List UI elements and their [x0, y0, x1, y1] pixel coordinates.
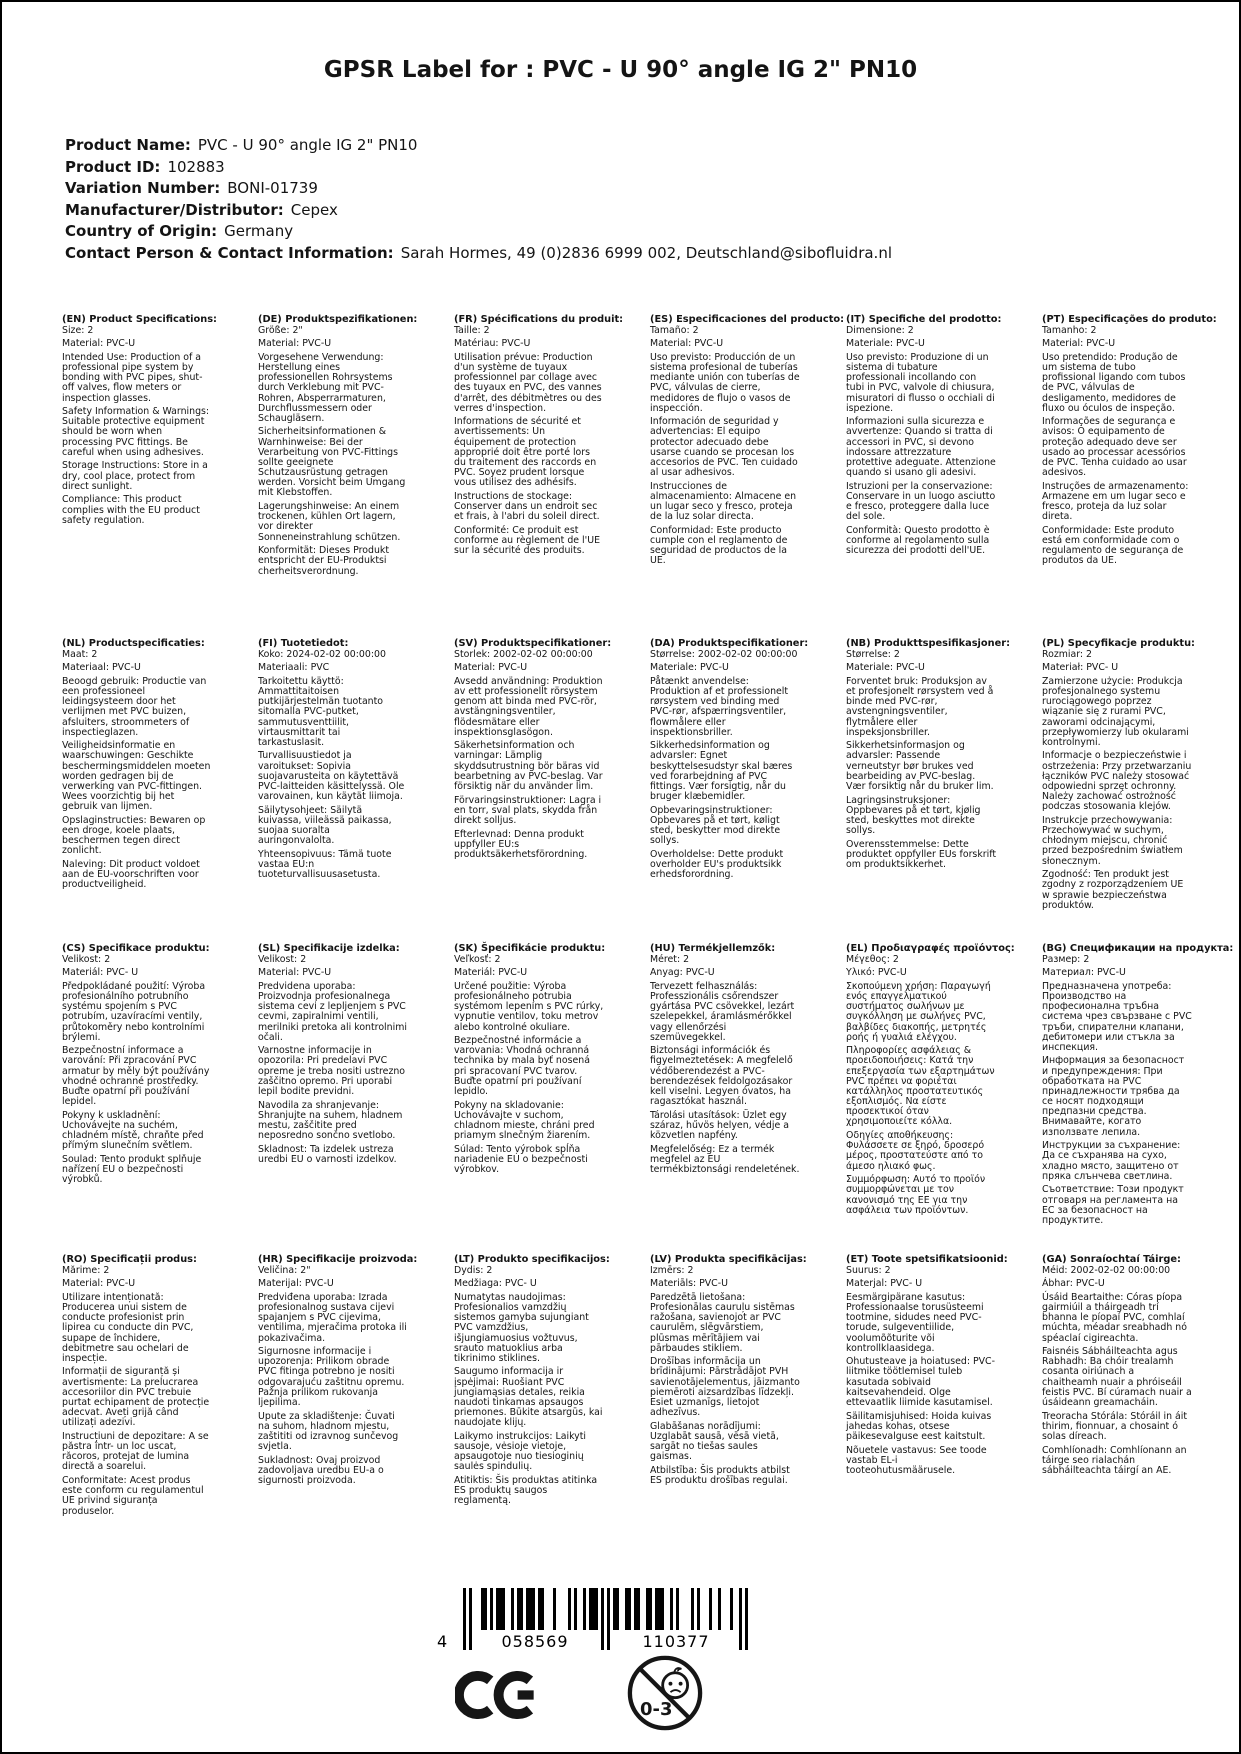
spec-paragraph: Upute za skladištenje: Čuvati na suhom, hladnom mjestu, zaštititi od izravnog sunčevog svjetla. — [258, 1410, 399, 1453]
spec-paragraph: Ohutusteave ja hoiatused: PVC-liitmike töötlemisel tuleb kasutada sobivaid kaitsevahendeid. Olge ettevaatlik liimide kasutamisel. — [846, 1356, 995, 1408]
spec-paragraph: Material: PVC-U — [62, 338, 136, 350]
spec-paragraph: Σκοπούμενη χρήση: Παραγωγή ενός επαγγελματικού συστήματος σωλήνων με συγκόλληση με σωλήνες PVC, βαλβίδες διακοπής, μετρητές ροής ή γυαλιά ελέγχου. — [846, 980, 991, 1043]
spec-paragraph: Velikost: 2 — [62, 953, 111, 965]
spec-paragraph: Anyag: PVC-U — [650, 967, 715, 979]
spec-paragraph: Zamierzone użycie: Produkcja profesjonalnego systemu rurociągowego poprzez wiązanie się z rurami PVC, zaworami odcinającymi, przepływomierzy lub okularami kontrolnymi. — [1042, 675, 1189, 748]
spec-paragraph: Beoogd gebruik: Productie van een professioneel leidingsysteem door het verlijmen met PVC buizen, afsluiters, stroommeters of inspectieglazen. — [62, 675, 207, 738]
spec-block-et — [846, 1254, 1008, 1520]
spec-paragraph: Rozmiar: 2 — [1042, 648, 1093, 660]
spec-paragraph: Conformidad: Este producto cumple con el reglamento de seguridad de productos de la UE. — [650, 524, 788, 567]
product-info-value: BONI-01739 — [227, 179, 318, 197]
spec-paragraph: Size: 2 — [62, 324, 94, 336]
spec-paragraph: Konformität: Dieses Produkt entspricht der EU-Produktsi cherheitsverordnung. — [258, 545, 390, 577]
spec-paragraph: Overensstemmelse: Dette produktet oppfyller EUs forskrift om produktsikkerhet. — [846, 838, 997, 871]
spec-block-da — [650, 638, 809, 944]
spec-paragraph: Turvallisuustiedot ja varoitukset: Sopivia suojavarusteita on käytettävä PVC-laitteiden käsittelyssä. Ole varovainen, kun käytät liimoja. — [258, 750, 405, 803]
spec-paragraph: Conformité: Ce produit est conforme au règlement de l'UE sur la sécurité des produits. — [454, 524, 601, 557]
spec-paragraph: Varnostne informacije in opozorila: Pri predelavi PVC opreme je treba nositi ustrezno zaščitno opremo. Pri uporabi lepil bodite previdni. — [258, 1045, 406, 1097]
barcode-right-digits: 110377 — [642, 1632, 710, 1651]
age-warning-0-3-icon — [626, 1654, 704, 1732]
spec-paragraph: Material: PVC-U — [62, 1278, 136, 1290]
product-info-row — [65, 135, 1199, 157]
spec-paragraph: Forventet bruk: Produksjon av et profesjonelt rørsystem ved å binde med PVC-rør, avstengningsventiler, flytmålere eller inspeksjonsbriller. — [846, 675, 994, 738]
spec-paragraph: Navodila za shranjevanje: Shranjujte na suhem, hladnem mestu, zaščitite pred neposredno sončno svetlobo. — [258, 1099, 403, 1142]
spec-paragraph: Vorgesehene Verwendung: Herstellung eines professionellen Rohrsystems durch Verklebung mit PVC-Rohren, Absperrarmaturen, Durchflussmessern oder Schaugläsern. — [258, 351, 393, 424]
spec-paragraph: Μέγεθος: 2 — [846, 953, 899, 965]
spec-block-heading: (ET) Toote spetsifikatsioonid: — [846, 1254, 1008, 1265]
spec-block-nb — [846, 638, 1010, 944]
spec-paragraph: Съответствие: Този продукт отговаря на регламента на ЕС за безопасност на продуктите. — [1042, 1184, 1184, 1226]
product-info-label: Contact Person & Contact Information: — [65, 243, 394, 262]
spec-block-lt — [454, 1254, 610, 1520]
spec-paragraph: Materiale: PVC-U — [846, 662, 925, 674]
spec-paragraph: Uso previsto: Produzione di un sistema di tubature professionali incollando con tubi in PVC, valvole di chiusura, misuratori di flusso o occhiali di ispezione. — [846, 351, 995, 414]
spec-paragraph: Πληροφορίες ασφάλειας & προειδοποιήσεις: Κατά την επεξεργασία των εξαρτημάτων PVC πρέπει να φοριέται κατάλληλος προστατευτικός εξοπλισμός. Να είστε προσεκτικοί όταν χρησιμοποιείτε κόλλα. — [846, 1045, 995, 1128]
spec-paragraph: Størrelse: 2002-02-02 00:00:00 — [650, 648, 798, 660]
product-info-value: Germany — [224, 222, 294, 240]
spec-block-heading: (NB) Produkttspesifikasjoner: — [846, 638, 1010, 649]
spec-block-es — [650, 314, 845, 639]
spec-block-lv — [650, 1254, 807, 1520]
age-warning-text: 0-3 — [640, 1698, 673, 1720]
spec-paragraph: Uso previsto: Producción de un sistema profesional de tuberías mediante unión con tuberías de PVC, válvulas de cierre, medidores de flujo o vasos de inspección. — [650, 351, 800, 414]
spec-paragraph: Materiál: PVC- U — [62, 967, 139, 979]
spec-paragraph: Opbevaringsinstruktioner: Opbevares på et tørt, køligt sted, beskytter mod direkte sollys. — [650, 804, 781, 847]
product-info-label: Variation Number: — [65, 179, 221, 197]
product-info-row — [65, 178, 1199, 200]
spec-paragraph: Materiale: PVC-U — [846, 338, 925, 350]
spec-block-pl — [1042, 638, 1195, 944]
spec-paragraph: Υλικό: PVC-U — [846, 967, 907, 979]
spec-paragraph: Sikkerhetsinformasjon og advarsler: Passende verneutstyr bør brukes ved bearbeiding av PVC-beslag. Vær forsiktig når du bruker lim. — [846, 740, 994, 792]
spec-paragraph: Eesmärgipärane kasutus: Professionaalse torusüsteemi tootmine, sidudes need PVC-torude, sulgeventiilide, voolumõõturite või kontrollklaasidega. — [846, 1291, 984, 1354]
spec-paragraph: Instruções de armazenamento: Armazene em um lugar seco e fresco, proteja da luz solar direta. — [1042, 480, 1189, 523]
spec-block-heading: (DE) Produktspezifikationen: — [258, 314, 418, 325]
spec-paragraph: Dimensione: 2 — [846, 324, 914, 336]
spec-paragraph: Säilytysohjeet: Säilytä kuivassa, viileässä paikassa, suojaa suoralta auringonvalolta. — [258, 804, 392, 847]
spec-paragraph: Säkerhetsinformation och varningar: Lämplig skyddsutrustning bör bäras vid bearbetning av PVC-beslag. Var försiktig när du använder lim. — [454, 740, 603, 792]
spec-block-heading: (EN) Product Specifications: — [62, 314, 217, 325]
product-info-value: PVC - U 90° angle IG 2" PN10 — [197, 136, 418, 154]
product-info-row — [65, 200, 1199, 222]
spec-block-heading: (EL) Προδιαγραφές προϊόντος: — [846, 943, 1015, 954]
spec-paragraph: Materijal: PVC-U — [258, 1278, 334, 1290]
spec-block-hr — [258, 1254, 418, 1520]
spec-paragraph: Soulad: Tento produkt splňuje nařízení EU o bezpečnosti výrobků. — [62, 1153, 202, 1186]
product-info-value: 102883 — [167, 157, 225, 176]
spec-paragraph: Sicherheitsinformationen & Warnhinweise: Bei der Verarbeitung von PVC-Fittings sollte geeignete Schutzausrüstung getragen werden. Vorsicht beim Umgang mit Klebstoffen. — [258, 426, 406, 499]
spec-block-heading: (HU) Termékjellemzők: — [650, 943, 776, 954]
spec-block-heading: (HR) Specifikacije proizvoda: — [258, 1254, 418, 1265]
spec-paragraph: Comhlíonadh: Comhlíonann an táirge seo rialachán sábháilteachta táirgí an AE. — [1042, 1444, 1187, 1476]
spec-block-cs — [62, 944, 212, 1255]
spec-paragraph: Medžiaga: PVC- U — [454, 1278, 537, 1290]
spec-paragraph: Drošības informācija un brīdinājumi: Pārstrādājot PVH savienotājelementus, jāizmanto piemēroti aizsardzības līdzekļi. Esiet uzmanīgs, lietojot adhezīvus. — [650, 1356, 800, 1419]
product-info-label: Product ID: — [65, 157, 161, 176]
spec-block-heading: (BG) Спецификации на продукта: — [1042, 943, 1234, 954]
spec-block-bg — [1042, 943, 1234, 1255]
product-info-row — [65, 221, 1199, 243]
spec-paragraph: Tervezett felhasználás: Professzionális csőrendszer gyártása PVC csövekkel, lezárt szelepekkel, áramlásmérőkkel vagy ellenőrzési szemüvegekkel. — [650, 980, 795, 1043]
spec-paragraph: Yhteensopivuus: Tämä tuote vastaa EU:n tuoteturvallisuusasetusta. — [258, 848, 392, 881]
spec-paragraph: Información de seguridad y advertencias: El equipo protector adecuado debe usarse cuando se procesan los accesorios de PVC. Ten cuidado al usar adhesivos. — [650, 416, 798, 479]
product-info-label: Manufacturer/Distributor: — [65, 200, 284, 219]
spec-paragraph: Informazioni sulla sicurezza e avvertenze: Quando si tratta di accessori in PVC, si devono indossare attrezzature protettive adeguate. Attenzione quando si usano gli adesivi. — [846, 416, 996, 479]
spec-paragraph: Инструкции за съхранение: Да се съхранява на сухо, хладно място, защитено от пряка слънчева светлина. — [1042, 1140, 1181, 1182]
spec-paragraph: Atitiktis: Šis produktas atitinka ES produktų saugos reglamentą. — [454, 1475, 598, 1507]
spec-block-hu — [650, 944, 800, 1255]
product-info-label: Country of Origin: — [65, 222, 218, 240]
spec-block-heading: (CS) Specifikace produktu: — [62, 943, 210, 954]
spec-block-heading: (LT) Produkto specifikacijos: — [454, 1254, 610, 1265]
spec-paragraph: Atbilstība: Šis produkts atbilst ES produktu drošības regulai. — [650, 1464, 790, 1487]
spec-paragraph: Pokyny k uskladnění: Uchovávejte na suchém, chladném místě, chraňte před přímým slunečním světlem. — [62, 1109, 204, 1152]
spec-paragraph: Materjal: PVC- U — [846, 1278, 923, 1290]
spec-paragraph: Materiál: PVC-U — [454, 967, 528, 979]
spec-paragraph: Materiāls: PVC-U — [650, 1278, 728, 1290]
spec-block-heading: (SV) Produktspecifikationer: — [454, 638, 612, 649]
spec-paragraph: Размер: 2 — [1042, 953, 1090, 965]
barcode-module — [745, 1588, 748, 1650]
spec-paragraph: Sikkerhedsinformation og advarsler: Egnet beskyttelsesudstyr skal bæres ved forarbejdning af PVC fittings. Vær forsigtig, når du bruger klæbemidler. — [650, 740, 793, 803]
spec-paragraph: Materiaali: PVC — [258, 662, 330, 674]
spec-paragraph: Predvidena uporaba: Proizvodnja profesionalnega sistema cevi z lepljenjem s PVC cevmi, zapiralnimi ventili, merilniki pretoka ali kontrolnimi očali. — [258, 980, 407, 1043]
spec-paragraph: Méid: 2002-02-02 00:00:00 — [1042, 1264, 1171, 1276]
spec-paragraph: Material: PVC-U — [258, 338, 332, 350]
spec-paragraph: Overholdelse: Dette produkt overholder EU's produktsikk erhedsforordning. — [650, 848, 784, 881]
spec-block-nl — [62, 639, 212, 944]
spec-paragraph: Bezpečnostní informace a varování: Při zpracování PVC armatur by měly být používány vhodné ochranné prostředky. Buďte opatrní při používání lepidel. — [62, 1045, 210, 1108]
spec-paragraph: Avsedd användning: Produktion av ett professionellt rörsystem genom att binda med PVC-rör, avstängningsventiler, flödesmätare eller inspektionsglasögon. — [454, 675, 603, 738]
spec-paragraph: Compliance: This product complies with the EU product safety regulation. — [62, 494, 200, 526]
spec-paragraph: Bezpečnostné informácie a varovania: Vhodná ochranná technika by mala byť nosená pri spracovaní PVC tvarov. Buďte opatrní pri používaní lepidlo. — [454, 1035, 590, 1097]
spec-paragraph: Veličina: 2" — [258, 1264, 311, 1276]
spec-block-heading: (IT) Specifiche del prodotto: — [846, 314, 1002, 325]
product-info-section — [65, 135, 1199, 264]
spec-paragraph: Treoracha Stórála: Stóráil in áit thirim, fionnuar, a chosaint ó solas díreach. — [1042, 1410, 1188, 1442]
spec-block-heading: (LV) Produkta specifikācijas: — [650, 1254, 807, 1265]
product-info-value: Cepex — [290, 200, 338, 219]
spec-paragraph: Efterlevnad: Denna produkt uppfyller EU:s produktsäkerhetsförordning. — [454, 828, 588, 860]
product-info-row — [65, 243, 1199, 265]
product-info-label: Product Name: — [65, 136, 191, 154]
spec-paragraph: Instrucțiuni de depozitare: A se păstra într- un loc uscat, răcoros, protejat de lumina directă a soarelui. — [62, 1430, 209, 1473]
spec-paragraph: Säilitamisjuhised: Hoida kuivas jahedas kohas, otsese päikesevalguse eest kaitstult. — [846, 1410, 992, 1442]
spec-paragraph: Materiaal: PVC-U — [62, 662, 141, 674]
spec-paragraph: Určené použitie: Výroba profesionálneho potrubia systémom lepením s PVC rúrky, vypnutie ventilov, toku metrov alebo kontrolné okuliare. — [454, 980, 604, 1033]
spec-paragraph: Izmērs: 2 — [650, 1264, 694, 1276]
product-info-row — [65, 157, 1199, 179]
spec-paragraph: Glabāšanas norādījumi: Uzglabāt sausā, vēsā vietā, sargāt no tiešas saules gaismas. — [650, 1420, 779, 1463]
spec-paragraph: Sukladnost: Ovaj proizvod zadovoljava uredbu EU-a o sigurnosti proizvoda. — [258, 1454, 384, 1487]
spec-paragraph: Conformidade: Este produto está em conformidade com o regulamento de segurança de produtos da UE. — [1042, 524, 1184, 567]
spec-paragraph: Koko: 2024-02-02 00:00:00 — [258, 648, 386, 660]
spec-grid — [62, 314, 1234, 1520]
spec-paragraph: Информация за безопасност и предупреждения: При обработката на PVC принадлежности трябва да се носят подходящи предпазни средства. Внимавайте, когато използвате лепила. — [1042, 1055, 1185, 1138]
spec-paragraph: Lagerungshinweise: An einem trockenen, kühlen Ort lagern, vor direkter Sonneneinstrahlung schützen. — [258, 501, 401, 543]
spec-paragraph: Material: PVC-U — [258, 967, 332, 979]
spec-block-ro — [62, 1255, 212, 1520]
spec-paragraph: Dydis: 2 — [454, 1264, 493, 1276]
spec-block-heading: (FI) Tuotetiedot: — [258, 638, 349, 649]
spec-block-heading: (SK) Špecifikácie produktu: — [454, 943, 606, 954]
spec-paragraph: Biztonsági információk és figyelmeztetések: A megfelelő védőberendezést a PVC-berendezések feldolgozásakor kell viselni. Legyen óvatos, ha ragasztókat használ. — [650, 1045, 793, 1108]
spec-block-sl — [258, 944, 408, 1255]
spec-paragraph: Sigurnosne informacije i upozorenja: Prilikom obrade PVC fitinga potrebno je nositi odgovarajuću zaštitnu opremu. Pažnja prilikom rukovanja ljepilima. — [258, 1346, 405, 1408]
spec-paragraph: Predviđena uporaba: Izrada profesionalnog sustava cijevi spajanjem s PVC cijevima, ventilima, mjeračima protoka ili pokazivačima. — [258, 1291, 407, 1344]
spec-paragraph: Súlad: Tento výrobok spĺňa nariadenie EÚ o bezpečnosti výrobkov. — [454, 1143, 588, 1176]
spec-paragraph: Velikost: 2 — [258, 953, 307, 965]
barcode-first-digit: 4 — [437, 1632, 449, 1651]
spec-paragraph: Material: PVC-U — [650, 338, 724, 350]
barcode-left-digits: 058569 — [501, 1632, 569, 1651]
spec-paragraph: Materiale: PVC-U — [650, 662, 729, 674]
spec-paragraph: Conformità: Questo prodotto è conforme al regolamento sulla sicurezza dei prodotti dell'UE. — [846, 524, 990, 557]
product-info-value: Sarah Hormes, 49 (0)2836 6999 002, Deutschland@sibofluidra.nl — [400, 243, 892, 262]
spec-paragraph: Материал: PVC-U — [1042, 967, 1126, 979]
spec-paragraph: Tamaño: 2 — [650, 324, 699, 336]
spec-block-sv — [454, 638, 612, 944]
spec-paragraph: Taille: 2 — [454, 324, 490, 336]
spec-paragraph: Material: PVC-U — [1042, 338, 1116, 350]
spec-paragraph: Materiał: PVC- U — [1042, 662, 1119, 674]
spec-paragraph: Megfelelőség: Ez a termék megfelel az EU termékbiztonsági rendeletének. — [650, 1143, 800, 1176]
spec-paragraph: Instrukcje przechowywania: Przechowywać w suchym, chłodnym miejscu, chronić przed bezpośrednim światłem słonecznym. — [1042, 814, 1183, 867]
spec-paragraph: Größe: 2" — [258, 324, 303, 336]
spec-paragraph: Utilizare intenționată: Producerea unui sistem de conducte profesionist prin lipirea cu conducte din PVC, supape de închidere, debitmetre sau ochelari de inspecție. — [62, 1291, 194, 1364]
spec-paragraph: Numatytas naudojimas: Profesionalios vamzdžių sistemos gamyba sujungiant PVC vamzdžius, išjungiamuosius vožtuvus, srauto matuoklius arba tikrinimo stiklines. — [454, 1291, 589, 1364]
spec-block-heading: (DA) Produktspecifikationer: — [650, 638, 809, 649]
spec-paragraph: Suurus: 2 — [846, 1264, 891, 1276]
spec-block-ga — [1042, 1255, 1192, 1520]
spec-paragraph: Предназначена употреба: Производство на професионална тръбна система чрез свързване с PVC тръби, спирателни клапани, дебитомери или стъкла за инспекция. — [1042, 980, 1192, 1053]
page-title: GPSR Label for : PVC - U 90° angle IG 2" PN10 — [323, 57, 918, 83]
spec-paragraph: Storlek: 2002-02-02 00:00:00 — [454, 648, 593, 660]
spec-paragraph: Paredzētā lietošana: Profesionālas cauruļu sistēmas ražošana, savienojot ar PVC caurulēm, slēgvārstiem, plūsmas mērītājiem vai pārbaudes stikliem. — [650, 1291, 795, 1354]
spec-paragraph: Zgodność: Ten produkt jest zgodny z rozporządzeniem UE w sprawie bezpieczeństwa produktów. — [1042, 869, 1184, 911]
ce-mark-icon — [455, 1664, 539, 1726]
spec-paragraph: Faisnéis Sábháilteachta agus Rabhadh: Ba chóir trealamh cosanta oiriúnach a chaitheamh nuair a phróiseáil feistis PVC. Bí cúramach nuair a úsáideann greamacháin. — [1042, 1346, 1192, 1408]
spec-paragraph: Veiligheidsinformatie en waarschuwingen: Geschikte beschermingsmiddelen moeten worden gedragen bij de verwerking van PVC-fittingen. Wees voorzichtig bij het gebruik van lijmen. — [62, 740, 211, 813]
spec-paragraph: Méret: 2 — [650, 953, 690, 965]
ean13-barcode — [437, 1588, 748, 1651]
spec-paragraph: Pokyny na skladovanie: Uchovávajte v suchom, chladnom mieste, chráni pred priamym slnečným žiarením. — [454, 1099, 595, 1142]
spec-paragraph: Uso pretendido: Produção de um sistema de tubo profissional ligando com tubos de PVC, válvulas de desligamento, medidores de fluxo ou óculos de inspeção. — [1042, 351, 1186, 414]
spec-paragraph: Opslaginstructies: Bewaren op een droge, koele plaats, beschermen tegen direct zonlicht. — [62, 814, 206, 857]
spec-paragraph: Förvaringsinstruktioner: Lagra i en torr, sval plats, skydda från direkt solljus. — [454, 794, 602, 826]
spec-block-heading: (SL) Specifikacije izdelka: — [258, 943, 400, 954]
spec-paragraph: Safety Information & Warnings: Suitable protective equipment should be worn when processing PVC fittings. Be careful when using adhesives. — [62, 406, 210, 458]
spec-paragraph: Informations de sécurité et avertissements: Un équipement de protection approprié doit être porté lors du traitement des raccords en PVC. Soyez prudent lorsque vous utilisez des adhésifs. — [454, 416, 597, 489]
spec-block-pt — [1042, 314, 1217, 639]
spec-paragraph: Συμμόρφωση: Αυτό το προϊόν συμμορφώνεται με τον κανονισμό της ΕΕ για την ασφάλεια των προϊόντων. — [846, 1174, 986, 1216]
spec-paragraph: Tarkoitettu käyttö: Ammattitaitoisen putkijärjestelmän tuotanto sitomalla PVC-putket, sammutusventtiilit, virtausmittarit tai tarkastuslasit. — [258, 675, 384, 748]
spec-block-fr — [454, 314, 624, 639]
spec-paragraph: Skladnost: Ta izdelek ustreza uredbi EU o varnosti izdelkov. — [258, 1143, 397, 1165]
spec-paragraph: Størrelse: 2 — [846, 648, 900, 660]
spec-paragraph: Lagringsinstruksjoner: Oppbevares på et tørt, kjølig sted, beskyttes mot direkte sollys. — [846, 794, 981, 837]
spec-block-heading: (GA) Sonraíochtaí Táirge: — [1042, 1254, 1181, 1265]
spec-paragraph: Nõuetele vastavus: See toode vastab EL-i tooteohutusmäärusele. — [846, 1444, 987, 1476]
spec-paragraph: Matériau: PVC-U — [454, 338, 531, 350]
spec-paragraph: Utilisation prévue: Production d'un système de tuyaux professionnel par collage avec des tuyaux en PVC, des vannes d'arrêt, des débitmètres ou des verres d'inspection. — [454, 351, 602, 414]
spec-block-sk — [454, 944, 604, 1255]
spec-paragraph: Veľkosť: 2 — [454, 953, 501, 965]
spec-block-heading: (FR) Spécifications du produit: — [454, 314, 624, 325]
spec-paragraph: Instructions de stockage: Conserver dans un endroit sec et frais, à l'abri du soleil direct. — [454, 490, 600, 523]
spec-block-fi — [258, 639, 408, 944]
spec-block-el — [846, 943, 1015, 1255]
spec-block-heading: (PL) Specyfikacje produktu: — [1042, 638, 1195, 649]
spec-block-heading: (NL) Productspecificaties: — [62, 638, 205, 649]
spec-paragraph: Předpokládané použití: Výroba profesionálního potrubního systému spojením s PVC potrubím, uzavíracími ventily, průtokoměry nebo kontrolními brýlemi. — [62, 980, 206, 1043]
spec-block-it — [846, 314, 1002, 639]
spec-block-en — [62, 314, 217, 639]
spec-paragraph: Ábhar: PVC-U — [1042, 1278, 1105, 1290]
spec-paragraph: Mărime: 2 — [62, 1264, 110, 1276]
spec-block-de — [258, 314, 418, 639]
spec-paragraph: Naleving: Dit product voldoet aan de EU-voorschriften voor productveiligheid. — [62, 859, 200, 891]
spec-paragraph: Tárolási utasítások: Üzlet egy száraz, hűvös helyen, védje a közvetlen napfény. — [650, 1109, 789, 1142]
spec-block-heading: (RO) Specificații produs: — [62, 1254, 197, 1265]
spec-paragraph: Instrucciones de almacenamiento: Almacene en un lugar seco y fresco, proteja de la luz solar directa. — [650, 480, 797, 523]
spec-paragraph: Intended Use: Production of a professional pipe system by bonding with PVC pipes, shut-off valves, flow meters or inspection glasses. — [62, 351, 203, 404]
spec-paragraph: Οδηγίες αποθήκευσης: Φυλάσσετε σε ξηρό, δροσερό μέρος, προστατεύστε από το άμεσο ηλιακό φως. — [846, 1130, 985, 1172]
spec-paragraph: Conformitate: Acest produs este conform cu regulamentul UE privind siguranța produselor. — [62, 1475, 204, 1517]
spec-block-heading: (ES) Especificaciones del producto: — [650, 314, 845, 325]
spec-paragraph: Påtænkt anvendelse: Produktion af et professionelt rørsystem ved binding med PVC-rør, afspærringsventiler, flowmålere eller inspektionsbriller. — [650, 675, 789, 738]
spec-paragraph: Laikymo instrukcijos: Laikyti sausoje, vėsioje vietoje, apsaugotoje nuo tiesioginių saulės spindulių. — [454, 1430, 587, 1473]
spec-paragraph: Istruzioni per la conservazione: Conservare in un luogo asciutto e fresco, proteggere dalla luce del sole. — [846, 480, 996, 523]
spec-paragraph: Úsáid Beartaithe: Córas píopa gairmiúil a tháirgeadh trí bhanna le píopaí PVC, comhlaí múchta, méadar sreabhadh nó spéaclaí cigireachta. — [1042, 1291, 1187, 1344]
spec-paragraph: Tamanho: 2 — [1042, 324, 1097, 336]
spec-paragraph: Storage Instructions: Store in a dry, cool place, protect from direct sunlight. — [62, 460, 208, 492]
spec-paragraph: Informacje o bezpieczeństwie i ostrzeżenia: Przy przetwarzaniu łączników PVC należy stosować odpowiedni sprzęt ochronny. Należy zachować ostrożność podczas stosowania klejów. — [1042, 750, 1192, 813]
spec-paragraph: Material: PVC-U — [454, 662, 528, 674]
spec-paragraph: Informații de siguranță și avertismente: La prelucrarea accesoriilor din PVC trebuie purtat echipament de protecție adecvat. Aveți grijă când utilizați adezivi. — [62, 1366, 210, 1429]
spec-block-heading: (PT) Especificações do produto: — [1042, 314, 1217, 325]
spec-paragraph: Saugumo informacija ir įspėjimai: Ruošiant PVC jungiamąsias detales, reikia naudoti tinkamas apsaugos priemones. Būkite atsargūs, kai naudojate klijų. — [454, 1366, 603, 1429]
spec-paragraph: Maat: 2 — [62, 648, 98, 660]
spec-paragraph: Informações de segurança e avisos: O equipamento de proteção adequado deve ser usado ao processar acessórios de PVC. Tenha cuidado ao usar adesivos. — [1042, 416, 1187, 479]
